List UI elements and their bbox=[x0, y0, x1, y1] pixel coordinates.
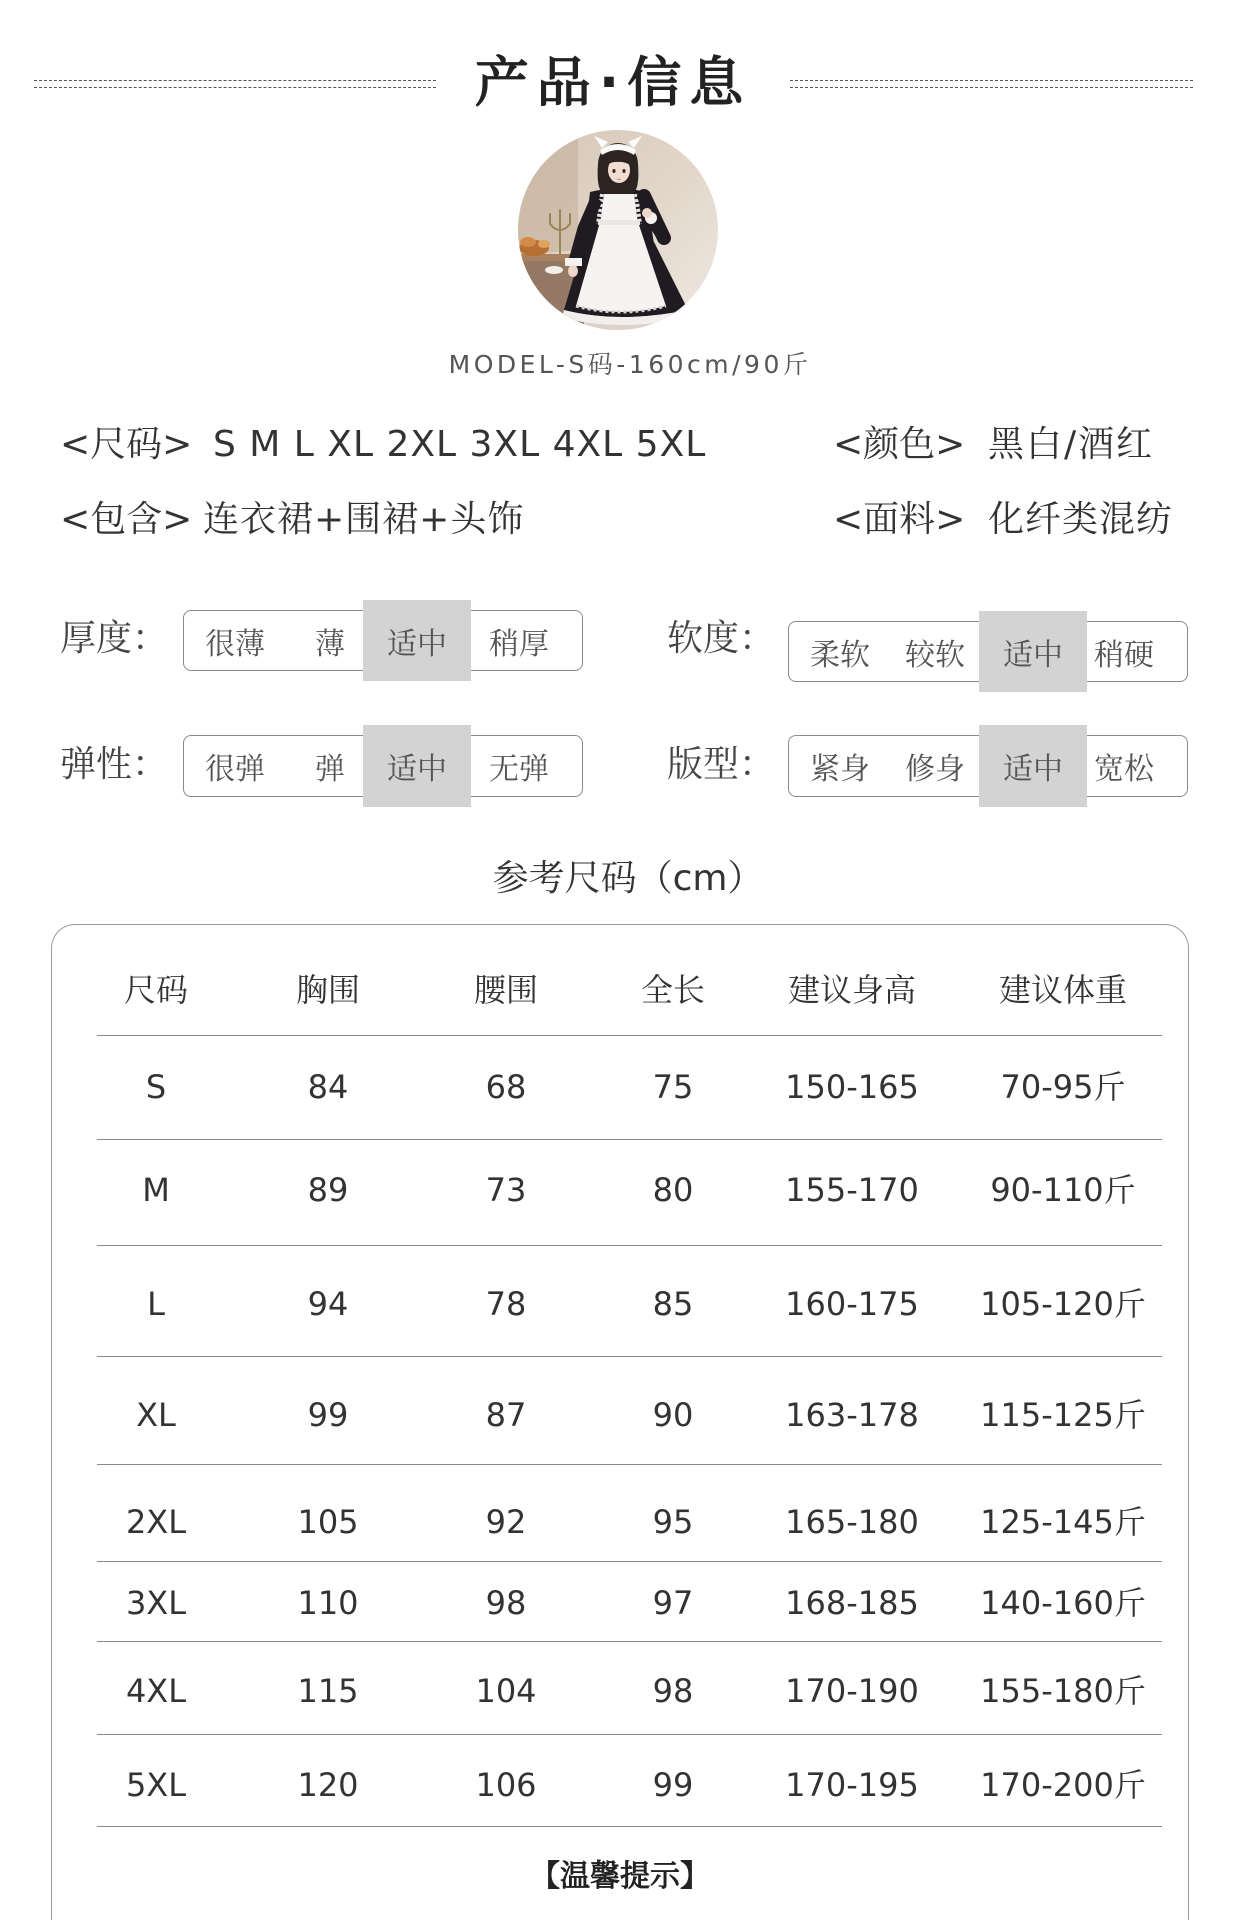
cell-recommended-weight: 170-200斤 bbox=[980, 1766, 1146, 1804]
cell-length: 80 bbox=[652, 1171, 694, 1209]
attr-thickness-scale bbox=[183, 610, 583, 671]
includes-value: 连衣裙+围裙+头饰 bbox=[203, 499, 525, 540]
size-label: <尺码> bbox=[60, 424, 193, 465]
option-cell: 紧身 bbox=[810, 752, 870, 787]
cell-chest: 105 bbox=[297, 1503, 359, 1541]
model-caption: MODEL-S码-160cm/90斤 bbox=[448, 350, 812, 379]
option-cell: 修身 bbox=[905, 752, 965, 787]
cell-recommended-height: 170-195 bbox=[785, 1766, 919, 1804]
model-photo bbox=[518, 130, 718, 330]
column-header-chest: 胸围 bbox=[295, 971, 361, 1009]
cell-chest: 99 bbox=[307, 1396, 349, 1434]
attr-fit-label: 版型： bbox=[667, 744, 776, 785]
option-cell: 适中 bbox=[979, 725, 1087, 807]
cell-size: L bbox=[147, 1285, 165, 1323]
size-chart-title: 参考尺码（cm） bbox=[492, 858, 764, 899]
cell-waist: 68 bbox=[485, 1068, 527, 1106]
column-header-recommended-weight: 建议体重 bbox=[998, 971, 1128, 1009]
option-cell: 适中 bbox=[363, 725, 471, 807]
cell-recommended-weight: 140-160斤 bbox=[980, 1584, 1146, 1622]
option-cell: 薄 bbox=[315, 626, 345, 662]
column-header-length: 全长 bbox=[640, 971, 706, 1009]
option-cell: 较软 bbox=[905, 637, 965, 673]
color-value: 黑白/酒红 bbox=[988, 424, 1155, 465]
cell-size: M bbox=[142, 1171, 170, 1209]
cell-size: XL bbox=[136, 1396, 176, 1434]
option-cell: 宽松 bbox=[1094, 752, 1154, 787]
attr-thickness-label: 厚度： bbox=[60, 618, 169, 659]
cell-chest: 115 bbox=[297, 1672, 359, 1710]
cell-recommended-weight: 115-125斤 bbox=[980, 1396, 1146, 1434]
option-cell: 柔软 bbox=[810, 637, 870, 673]
cell-size: 4XL bbox=[125, 1672, 187, 1710]
option-cell: 适中 bbox=[363, 600, 471, 681]
size-table-row bbox=[97, 1642, 1162, 1735]
cell-chest: 94 bbox=[307, 1285, 349, 1323]
column-header-size: 尺码 bbox=[123, 971, 189, 1009]
cell-waist: 106 bbox=[475, 1766, 537, 1804]
cell-length: 99 bbox=[652, 1766, 694, 1804]
cell-size: 5XL bbox=[125, 1766, 187, 1804]
cell-recommended-height: 165-180 bbox=[785, 1503, 919, 1541]
cell-recommended-height: 150-165 bbox=[785, 1068, 919, 1106]
fabric-value: 化纤类混纺 bbox=[988, 499, 1174, 540]
column-header-waist: 腰围 bbox=[473, 971, 539, 1009]
cell-length: 95 bbox=[652, 1503, 694, 1541]
size-table-row bbox=[97, 1735, 1162, 1827]
size-chart-frame bbox=[51, 924, 1189, 1920]
size-table-row bbox=[97, 1140, 1162, 1246]
cell-length: 85 bbox=[652, 1285, 694, 1323]
cell-size: 3XL bbox=[125, 1584, 187, 1622]
size-table-header bbox=[97, 925, 1162, 1036]
cell-waist: 92 bbox=[485, 1503, 527, 1541]
cell-waist: 73 bbox=[485, 1171, 527, 1209]
option-cell: 稍厚 bbox=[489, 626, 549, 662]
size-table-row bbox=[97, 1465, 1162, 1562]
cell-chest: 89 bbox=[307, 1171, 349, 1209]
cell-recommended-weight: 90-110斤 bbox=[990, 1171, 1136, 1209]
option-cell: 很弹 bbox=[205, 752, 265, 787]
option-cell: 适中 bbox=[979, 611, 1087, 692]
cell-waist: 78 bbox=[485, 1285, 527, 1323]
cell-length: 97 bbox=[652, 1584, 694, 1622]
includes-label: <包含> bbox=[60, 499, 193, 540]
cell-chest: 110 bbox=[297, 1584, 359, 1622]
option-cell: 稍硬 bbox=[1094, 637, 1154, 673]
cell-recommended-weight: 155-180斤 bbox=[980, 1672, 1146, 1710]
model-photo-illustration bbox=[518, 130, 718, 330]
cell-recommended-weight: 70-95斤 bbox=[1000, 1068, 1126, 1106]
size-table-row bbox=[97, 1562, 1162, 1642]
cell-size: 2XL bbox=[125, 1503, 187, 1541]
page-title: 产品·信息 bbox=[474, 51, 752, 114]
cell-length: 90 bbox=[652, 1396, 694, 1434]
column-header-recommended-height: 建议身高 bbox=[787, 971, 917, 1009]
cell-chest: 120 bbox=[297, 1766, 359, 1804]
tip-heading: 【温馨提示】 bbox=[530, 1859, 710, 1894]
option-cell: 无弹 bbox=[489, 752, 549, 787]
cell-recommended-height: 160-175 bbox=[785, 1285, 919, 1323]
size-value: S M L XL 2XL 3XL 4XL 5XL bbox=[213, 424, 707, 465]
cell-recommended-height: 163-178 bbox=[785, 1396, 919, 1434]
attr-elasticity-label: 弹性： bbox=[60, 744, 169, 785]
option-cell: 很薄 bbox=[205, 626, 265, 662]
size-table-row bbox=[97, 1246, 1162, 1357]
cell-size: S bbox=[145, 1068, 167, 1106]
cell-recommended-weight: 105-120斤 bbox=[980, 1285, 1146, 1323]
cell-recommended-height: 168-185 bbox=[785, 1584, 919, 1622]
cell-length: 75 bbox=[652, 1068, 694, 1106]
attr-softness-label: 软度： bbox=[667, 618, 776, 659]
title-divider-right bbox=[790, 80, 1193, 88]
color-label: <颜色> bbox=[833, 424, 966, 465]
cell-length: 98 bbox=[652, 1672, 694, 1710]
cell-waist: 87 bbox=[485, 1396, 527, 1434]
cell-recommended-weight: 125-145斤 bbox=[980, 1503, 1146, 1541]
attr-fit-scale bbox=[788, 735, 1188, 797]
cell-chest: 84 bbox=[307, 1068, 349, 1106]
cell-waist: 98 bbox=[485, 1584, 527, 1622]
size-table bbox=[97, 925, 1162, 1827]
cell-recommended-height: 155-170 bbox=[785, 1171, 919, 1209]
cell-recommended-height: 170-190 bbox=[785, 1672, 919, 1710]
attr-softness-scale bbox=[788, 621, 1188, 682]
size-table-row bbox=[97, 1036, 1162, 1140]
option-cell: 弹 bbox=[315, 752, 345, 787]
size-table-row bbox=[97, 1357, 1162, 1465]
title-divider-left bbox=[34, 80, 436, 88]
fabric-label: <面料> bbox=[833, 499, 966, 540]
attr-elasticity-scale bbox=[183, 735, 583, 797]
cell-waist: 104 bbox=[475, 1672, 537, 1710]
